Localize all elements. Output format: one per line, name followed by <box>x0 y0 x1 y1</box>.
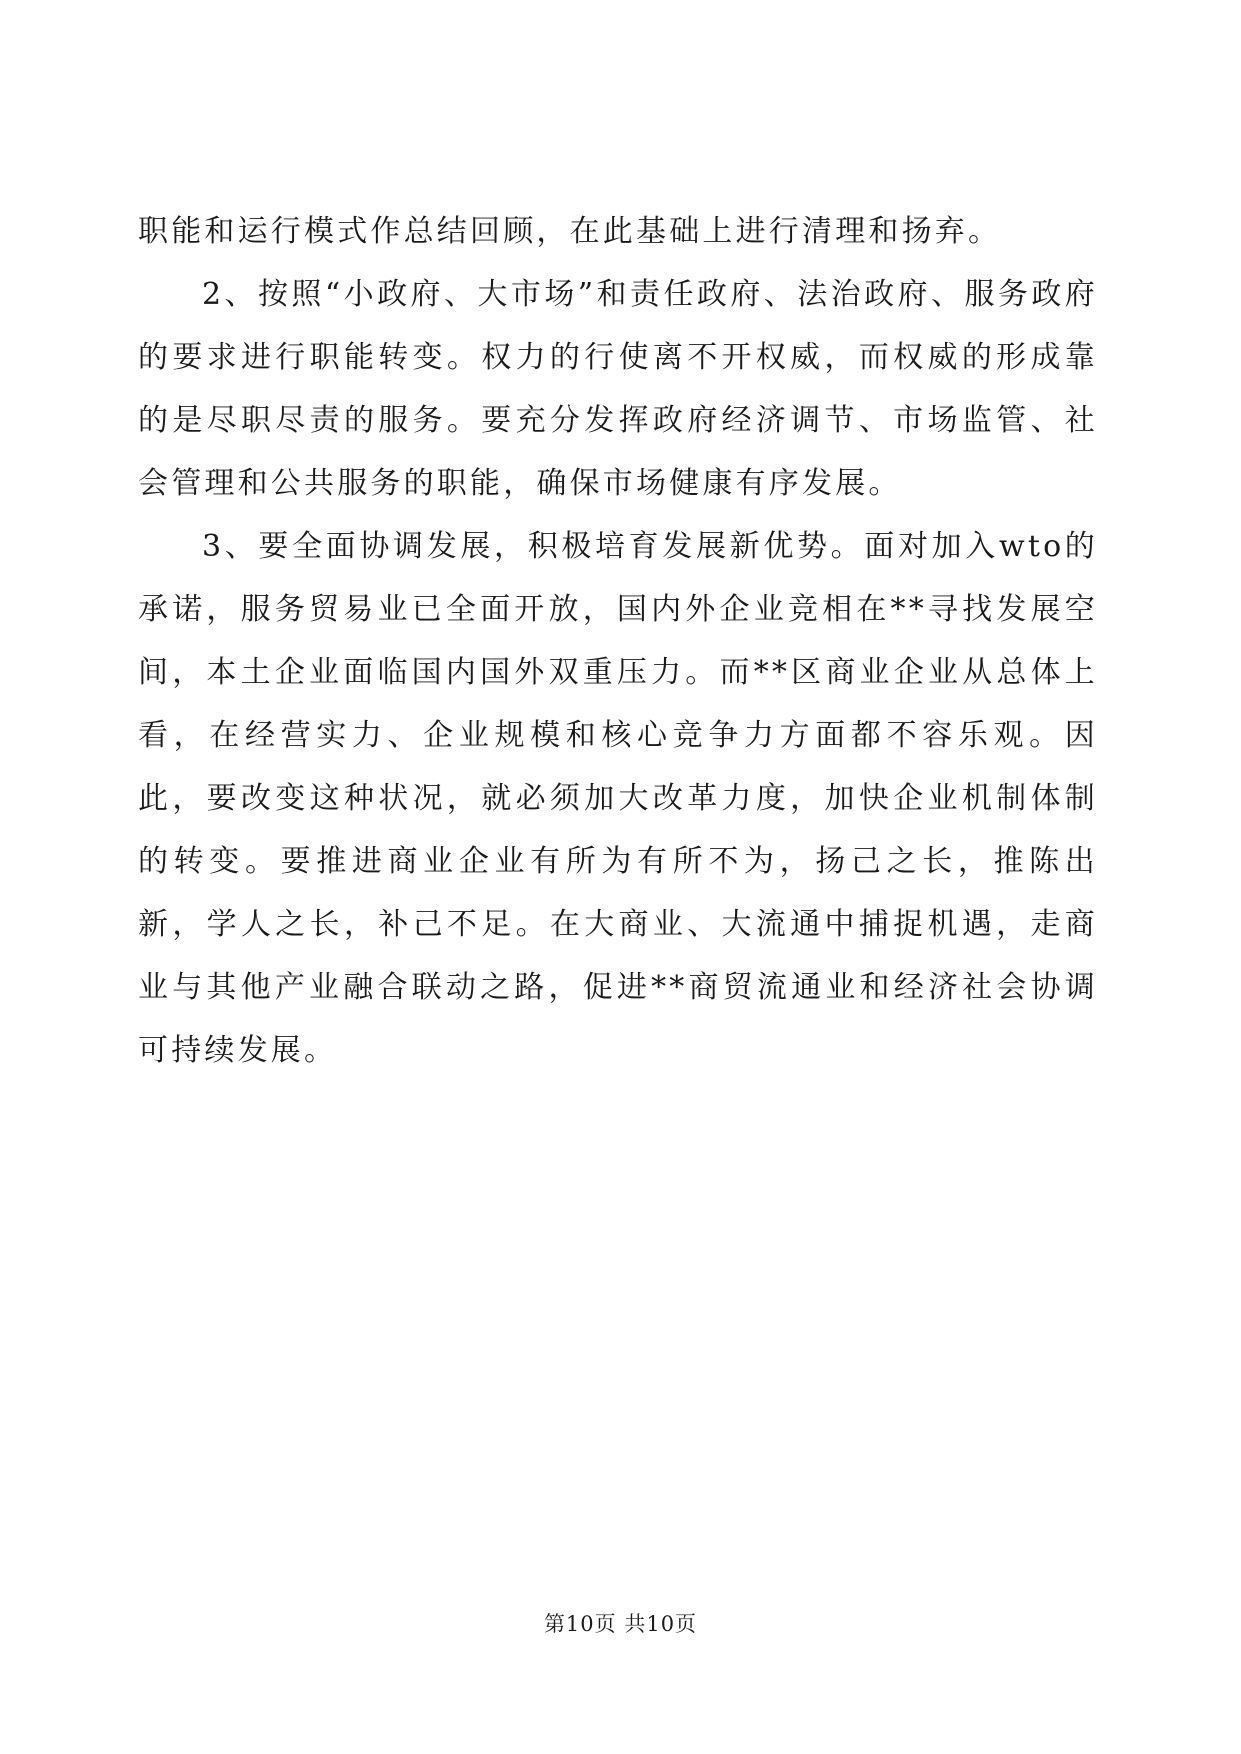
document-body <box>138 200 1098 1082</box>
paragraph-item-2: 2、按照“小政府、大市场”和责任政府、法治政府、服务政府的要求进行职能转变。权力的行使离不开权威，而权威的形成靠的是尽职尽责的服务。要充分发挥政府经济调节、市场监管、社会管理和公共服务的职能，确保市场健康有序发展。 <box>138 277 1098 501</box>
paragraph-item-3: 3、要全面协调发展，积极培育发展新优势。面对加入wto的承诺，服务贸易业已全面开放，国内外企业竞相在**寻找发展空间，本土企业面临国内国外双重压力。而**区商业企业从总体上看，在经营实力、企业规模和核心竞争力方面都不容乐观。因此，要改变这种状况，就必须加大改革力度，加快企业机制体制的转变。要推进商业企业有所为有所不为，扬己之长，推陈出新，学人之长，补己不足。在大商业、大流通中捕捉机遇，走商业与其他产业融合联动之路，促进**商贸流通业和经济社会协调可持续发展。 <box>138 529 1098 1068</box>
paragraph-continuation: 职能和运行模式作总结回顾，在此基础上进行清理和扬弃。 <box>138 214 1002 249</box>
page-footer: 第10页 共10页 <box>543 1612 698 1636</box>
